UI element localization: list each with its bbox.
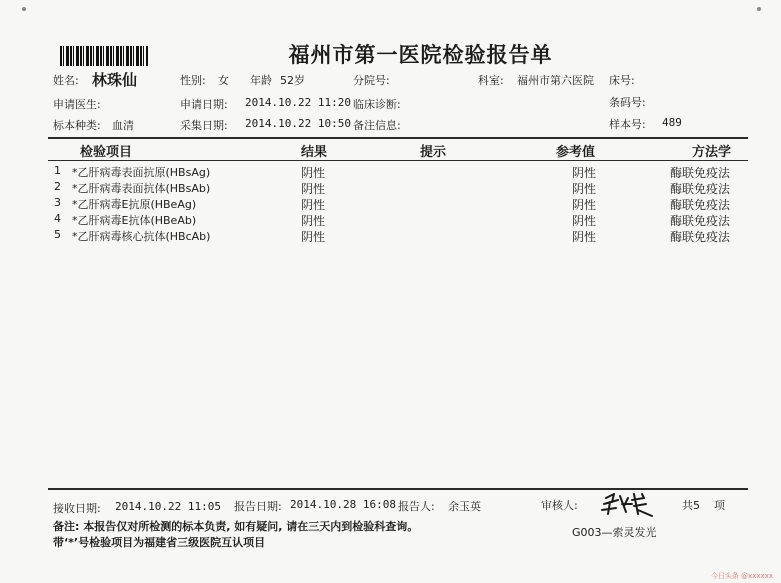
diagnosis-label: 临床诊断: <box>353 98 401 111</box>
col-header-result: 结果 <box>301 145 328 160</box>
reviewer-id: G003—索灵发光 <box>572 526 657 539</box>
table-row <box>0 180 781 196</box>
ward-label: 分院号: <box>353 74 390 87</box>
barcode-label: 条码号: <box>609 96 646 109</box>
row-reference: 阴性 <box>572 166 597 180</box>
doctor-label: 申请医生: <box>53 98 101 111</box>
disclaimer-note: 备注: 本报告仅对所检测的标本负责, 如有疑问, 请在三天内到检验科查询。 <box>53 520 419 533</box>
row-reference: 阴性 <box>572 198 597 212</box>
patient-name: 林珠仙 <box>92 71 138 89</box>
apply-date: 2014.10.22 11:20 <box>245 96 351 109</box>
report-date-label: 报告日期: <box>234 500 282 513</box>
table-row <box>0 164 781 180</box>
row-item: *乙肝病毒E抗原(HBeAg) <box>72 198 197 211</box>
dept-label: 科室: <box>478 74 504 87</box>
row-method: 酶联免疫法 <box>670 230 731 244</box>
reporter-name: 余玉英 <box>448 500 481 513</box>
reviewer-label: 审核人: <box>541 499 578 512</box>
col-header-reference: 参考值 <box>556 145 596 160</box>
specimen-type: 血清 <box>112 119 134 132</box>
row-method: 酶联免疫法 <box>670 182 731 196</box>
row-result: 阴性 <box>301 230 326 244</box>
bed-label: 床号: <box>609 74 635 87</box>
row-number: 5 <box>54 228 61 241</box>
row-result: 阴性 <box>301 214 326 228</box>
row-number: 4 <box>54 212 61 225</box>
sample-no: 489 <box>662 116 682 129</box>
patient-dept: 福州市第六医院 <box>517 74 594 87</box>
remarks-label: 备注信息: <box>353 119 401 132</box>
apply-date-label: 申请日期: <box>180 98 228 111</box>
collect-date-label: 采集日期: <box>180 119 228 132</box>
staple-mark <box>22 7 26 11</box>
table-row <box>0 228 781 244</box>
row-reference: 阴性 <box>572 182 597 196</box>
col-header-hint: 提示 <box>420 145 447 160</box>
row-item: *乙肝病毒E抗体(HBeAb) <box>72 214 197 227</box>
patient-sex: 女 <box>218 74 229 87</box>
row-result: 阴性 <box>301 198 326 212</box>
col-header-item: 检验项目 <box>80 145 133 160</box>
age-label: 年龄 <box>250 74 272 87</box>
report-date: 2014.10.28 16:08 <box>290 498 396 511</box>
staple-mark <box>757 7 761 11</box>
row-number: 1 <box>54 164 61 177</box>
row-method: 酶联免疫法 <box>670 214 731 228</box>
row-number: 3 <box>54 196 61 209</box>
row-reference: 阴性 <box>572 230 597 244</box>
sample-no-label: 样本号: <box>609 118 646 131</box>
mutual-recognition-note: 带‘*’号检验项目为福建省三级医院互认项目 <box>53 536 266 549</box>
row-reference: 阴性 <box>572 214 597 228</box>
row-method: 酶联免疫法 <box>670 198 731 212</box>
receive-date: 2014.10.22 11:05 <box>115 500 221 513</box>
report-title: 福州市第一医院检验报告单 <box>288 42 553 67</box>
reviewer-signature <box>598 490 668 520</box>
reporter-label: 报告人: <box>398 500 435 513</box>
row-result: 阴性 <box>301 182 326 196</box>
col-header-method: 方法学 <box>692 145 732 160</box>
patient-age: 52岁 <box>280 74 305 87</box>
row-item: *乙肝病毒表面抗体(HBsAb) <box>72 182 211 195</box>
row-number: 2 <box>54 180 61 193</box>
specimen-label: 标本种类: <box>53 119 101 132</box>
sex-label: 性别: <box>180 74 206 87</box>
table-header-rule <box>48 160 748 161</box>
watermark: 今日头条 @xxxxxx <box>710 572 773 580</box>
collect-date: 2014.10.22 10:50 <box>245 117 351 130</box>
row-method: 酶联免疫法 <box>670 166 731 180</box>
row-result: 阴性 <box>301 166 326 180</box>
table-row <box>0 196 781 212</box>
row-item: *乙肝病毒核心抗体(HBcAb) <box>72 230 211 243</box>
receive-date-label: 接收日期: <box>53 502 101 515</box>
table-top-rule <box>48 137 748 139</box>
row-item: *乙肝病毒表面抗原(HBsAg) <box>72 166 211 179</box>
total-unit: 项 <box>714 499 725 512</box>
total-count: 共5 <box>682 499 700 512</box>
name-label: 姓名: <box>53 74 79 87</box>
table-row <box>0 212 781 228</box>
